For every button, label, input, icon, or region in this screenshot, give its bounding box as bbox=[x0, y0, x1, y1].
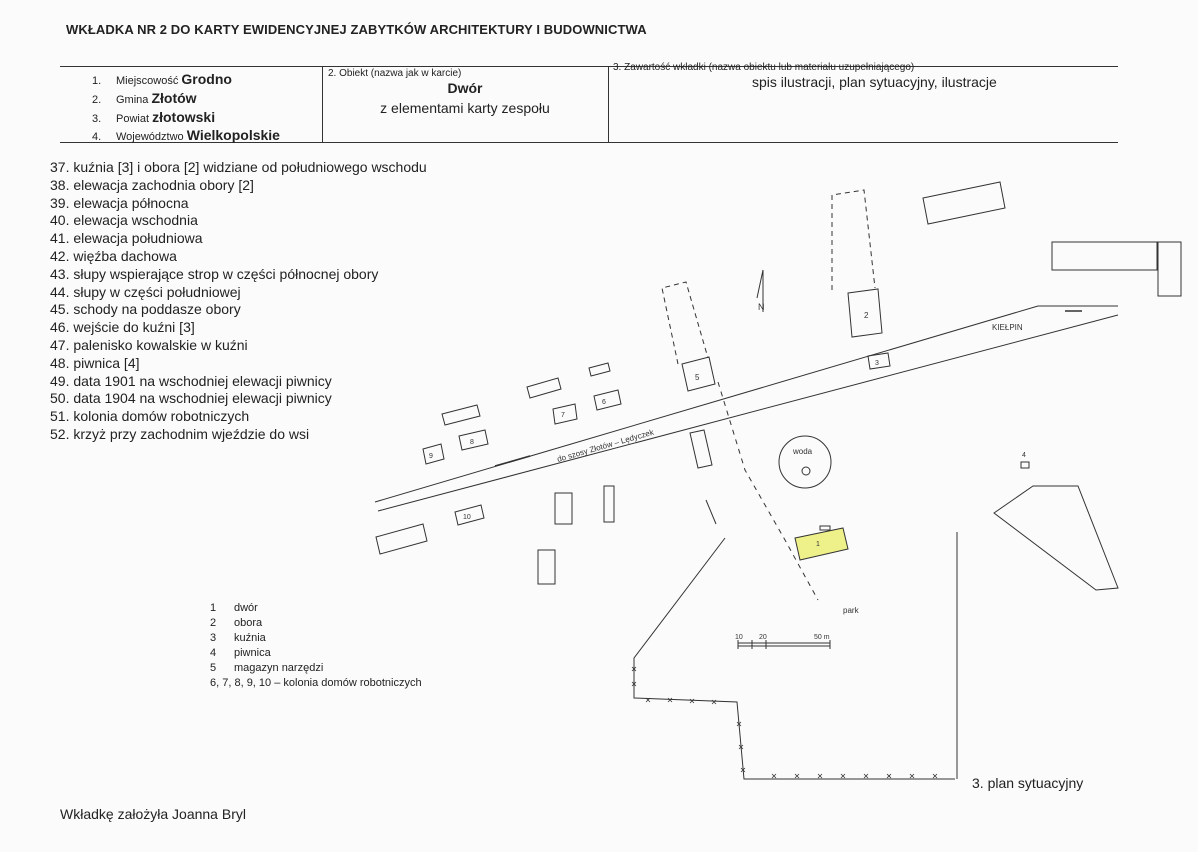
building-outline bbox=[538, 550, 555, 584]
road-label: do szosy Złotów – Lędyczek bbox=[556, 427, 655, 464]
svg-text:7: 7 bbox=[561, 412, 565, 419]
header-commune: 2. Gmina Złotów bbox=[92, 90, 197, 106]
svg-text:6: 6 bbox=[602, 399, 606, 406]
object-description: z elementami karty zespołu bbox=[380, 100, 550, 116]
building-outline bbox=[1158, 242, 1181, 296]
illustration-item: 52. krzyż przy zachodnim wjeździe do wsi bbox=[50, 425, 310, 442]
park-label: park bbox=[843, 606, 859, 615]
svg-text:10: 10 bbox=[735, 634, 743, 641]
building-outline bbox=[589, 363, 610, 376]
illustration-item: 37. kuźnia [3] i obora [2] widziane od południowego wschodu bbox=[50, 159, 427, 175]
author-note: Wkładkę założyła Joanna Bryl bbox=[60, 806, 246, 822]
illustration-item: 49. data 1901 na wschodniej elewacji piwnicy bbox=[50, 372, 332, 389]
object-name: Dwór bbox=[447, 80, 483, 96]
building-outline bbox=[690, 430, 712, 468]
illustration-item: 46. wejście do kuźni [3] bbox=[50, 319, 195, 336]
path-segment bbox=[706, 500, 716, 524]
svg-text:3: 3 bbox=[875, 360, 879, 367]
plan-caption: 3. plan sytuacyjny bbox=[972, 775, 1084, 791]
svg-text:10: 10 bbox=[463, 514, 471, 521]
building-7 bbox=[553, 404, 577, 424]
building-outline bbox=[1052, 242, 1157, 270]
building-10 bbox=[455, 505, 484, 525]
legend-item: 3 kuźnia bbox=[210, 632, 266, 644]
building-outline bbox=[527, 378, 561, 398]
building-outline bbox=[442, 405, 480, 425]
illustration-item: 44. słupy w części południowej bbox=[50, 283, 241, 300]
north-arrow-icon bbox=[757, 270, 765, 312]
building-2 bbox=[832, 190, 882, 337]
illustration-item: 38. elewacja zachodnia obory [2] bbox=[50, 176, 254, 193]
content-label: 3. Zawartość wkładki (nazwa obiektu lub materiału uzupełniającego) bbox=[613, 62, 915, 73]
building-outline bbox=[923, 182, 1005, 224]
illustration-item: 50. data 1904 na wschodniej elewacji piwnicy bbox=[50, 390, 332, 407]
svg-text:5: 5 bbox=[695, 373, 700, 382]
illustration-item: 40. elewacja wschodnia bbox=[50, 212, 198, 229]
area-outline bbox=[994, 486, 1118, 590]
svg-text:8: 8 bbox=[470, 439, 474, 446]
building-6 bbox=[594, 390, 621, 410]
header-locality: 1. Miejscowość Grodno bbox=[92, 71, 232, 87]
legend-item: 5 magazyn narzędzi bbox=[210, 662, 324, 674]
document-title: WKŁADKA NR 2 DO KARTY EWIDENCYJNEJ ZABYTKÓW ARCHITEKTURY I BUDOWNICTWA bbox=[66, 22, 647, 37]
kielpin-label: KIEŁPIN bbox=[992, 323, 1023, 332]
illustration-item: 47. palenisko kowalskie w kuźni bbox=[50, 336, 248, 353]
illustration-item: 51. kolonia domów robotniczych bbox=[50, 408, 250, 425]
svg-text:2: 2 bbox=[864, 311, 869, 320]
building-8 bbox=[459, 430, 488, 450]
legend-item: 2 obora bbox=[210, 617, 263, 629]
building-outline bbox=[604, 486, 614, 522]
legend-item: 1 dwór bbox=[210, 602, 258, 614]
object-label: 2. Obiekt (nazwa jak w karcie) bbox=[328, 68, 462, 79]
svg-text:1: 1 bbox=[816, 541, 820, 548]
illustration-item: 43. słupy wspierające strop w części północnej obory bbox=[50, 265, 379, 282]
svg-text:4: 4 bbox=[1022, 452, 1026, 459]
building-4 bbox=[1021, 452, 1029, 468]
dashed-path bbox=[718, 382, 818, 600]
illustration-item: 41. elewacja południowa bbox=[50, 230, 203, 247]
water-pond bbox=[779, 436, 831, 488]
illustration-item: 45. schody na poddasze obory bbox=[50, 301, 241, 318]
building-1-manor bbox=[795, 526, 848, 560]
building-3 bbox=[868, 353, 890, 369]
property-boundary bbox=[634, 538, 955, 779]
svg-text:20: 20 bbox=[759, 634, 767, 641]
legend-item: 6, 7, 8, 9, 10 – kolonia domów robotniczych bbox=[210, 677, 422, 689]
road bbox=[375, 306, 1118, 511]
building-5 bbox=[662, 282, 715, 391]
header-voivodeship: 4. Województwo Wielkopolskie bbox=[92, 127, 280, 143]
illustration-item: 42. więźba dachowa bbox=[50, 247, 177, 264]
svg-text:woda: woda bbox=[793, 447, 813, 456]
legend-item: 4 piwnica bbox=[210, 647, 271, 659]
building-9 bbox=[423, 444, 444, 464]
svg-text:N: N bbox=[758, 302, 765, 312]
svg-text:9: 9 bbox=[429, 453, 433, 460]
building-outline bbox=[555, 493, 572, 524]
fence-marks bbox=[632, 667, 937, 778]
content-value: spis ilustracji, plan sytuacyjny, ilustracje bbox=[752, 74, 997, 90]
legend bbox=[210, 601, 422, 691]
illustration-item: 48. piwnica [4] bbox=[50, 354, 140, 371]
illustration-item: 39. elewacja północna bbox=[50, 194, 189, 211]
building-outline bbox=[376, 524, 427, 554]
scale-bar bbox=[735, 634, 830, 649]
svg-text:50 m: 50 m bbox=[814, 634, 830, 641]
header-county: 3. Powiat złotowski bbox=[92, 109, 216, 125]
